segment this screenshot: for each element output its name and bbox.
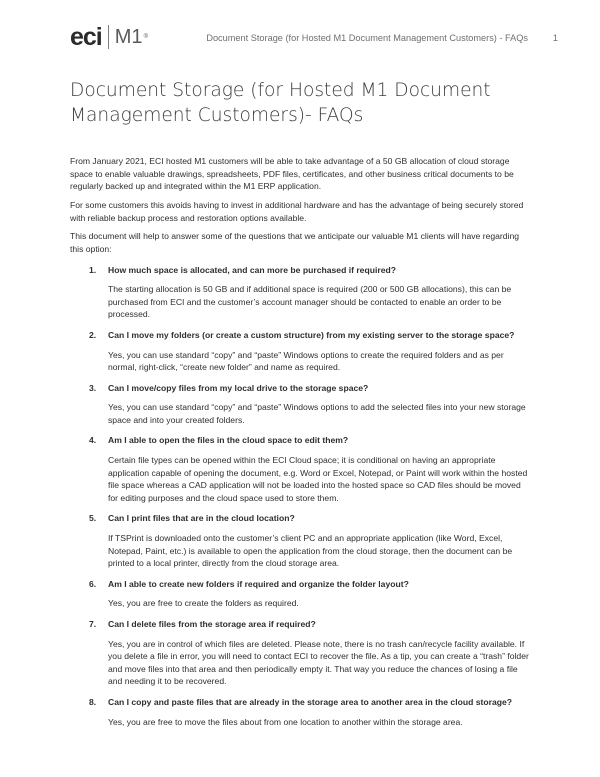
faq-answer: Yes, you are free to move the files about from one location to another within the storage area.	[108, 716, 463, 727]
page-title-line-2: Management Customers)- FAQs	[70, 105, 364, 126]
faq-item	[70, 512, 530, 569]
faq-question: Can I delete files from the storage area if required?	[108, 619, 316, 629]
faq-item	[70, 382, 530, 427]
faq-item	[70, 329, 530, 374]
logo-divider	[108, 25, 109, 49]
faq-answer: Yes, you can use standard “copy” and “paste” Windows options to add the selected files into your new storage space and into your created folders.	[108, 402, 526, 425]
faq-number: 4.	[89, 435, 97, 446]
faq-question: Can I move my folders (or create a custom structure) from my existing server to the storage space?	[108, 329, 515, 340]
page-number: 1	[552, 33, 558, 43]
faq-answer: If TSPrint is downloaded onto the customer’s client PC and an appropriate application (like Word, Excel, Notepad, Paint, etc.) is available to open the application from the cloud storage, then the document can be printed to a local printer, directly from the cloud storage area.	[108, 533, 513, 569]
faq-list	[70, 264, 530, 729]
page-title-line-1: Document Storage (for Hosted M1 Document	[70, 80, 491, 101]
faq-question: Am I able to create new folders if required and organize the folder layout?	[108, 578, 409, 589]
faq-item	[70, 696, 530, 728]
faq-question: Can I copy and paste files that are already in the storage area to another area in the cloud storage?	[108, 696, 513, 707]
faq-number: 7.	[89, 619, 97, 629]
faq-number: 6.	[89, 578, 97, 589]
logo-m1-text: M1	[114, 26, 143, 48]
intro-paragraph: This document will help to answer some of the questions that we anticipate our valuable M1 clients will have regarding this option:	[70, 231, 520, 254]
faq-answer: Yes, you are in control of which files are deleted. Please note, there is no trash can/recycle facility available. If you delete a file in error, you will need to contact ECI to recover the file. As a tip, you can create a “trash” folder and move files into that area and then periodically empty it. That way you reduce the chances of losing a file and needing it to be recovered.	[108, 638, 529, 687]
page-title	[70, 78, 540, 128]
logo-trademark: ®	[143, 34, 148, 40]
document-body	[70, 155, 530, 736]
faq-question: How much space is allocated, and can more be purchased if required?	[108, 264, 396, 275]
faq-question: Am I able to open the files in the cloud space to edit them?	[108, 435, 349, 446]
faq-question: Can I print files that are in the cloud location?	[108, 513, 295, 524]
faq-number: 5.	[89, 513, 97, 524]
faq-number: 3.	[89, 382, 97, 393]
faq-item	[70, 264, 530, 321]
eci-m1-logo	[70, 22, 148, 52]
faq-answer: Yes, you are free to create the folders as required.	[108, 598, 299, 609]
intro-paragraph: From January 2021, ECI hosted M1 customers will be able to take advantage of a 50 GB allocation of cloud storage space to enable valuable drawings, spreadsheets, PDF files, certificates, and other business critical documents to be regularly backed up and integrated within the M1 ERP application.	[70, 156, 514, 192]
faq-item	[70, 434, 530, 504]
faq-answer: The starting allocation is 50 GB and if additional space is required (200 or 500 GB allocations), this can be purchased from ECI and the customer’s account manager should be contacted to enable an order to be processed.	[108, 284, 512, 320]
faq-item	[70, 618, 530, 688]
faq-answer: Certain file types can be opened within the ECI Cloud space; it is conditional on having an appropriate application capable of opening the document, e.g. Word or Excel, Notepad, or Paint will work within the hosted file space whereas a CAD application will not be loaded into the hosted space so CAD files should be moved for editing purposes and the cloud space used to store them.	[108, 455, 528, 503]
faq-number: 2.	[89, 329, 97, 340]
faq-answer: Yes, you can use standard “copy” and “paste” Windows options to create the required folders and as per normal, right-click, “create new folder” and name as required.	[108, 349, 504, 373]
faq-question: Can I move/copy files from my local drive to the storage space?	[108, 382, 369, 393]
faq-item	[70, 578, 530, 610]
running-header-title: Document Storage (for Hosted M1 Document Management Customers) - FAQs	[206, 33, 528, 43]
intro-paragraph: For some customers this avoids having to invest in additional hardware and has the advantage of being securely stored with reliable backup process and restoration options available.	[70, 199, 524, 223]
page-header	[70, 22, 558, 52]
faq-number: 1.	[89, 264, 97, 275]
faq-number: 8.	[89, 696, 97, 707]
logo-eci-text: eci	[70, 22, 102, 51]
